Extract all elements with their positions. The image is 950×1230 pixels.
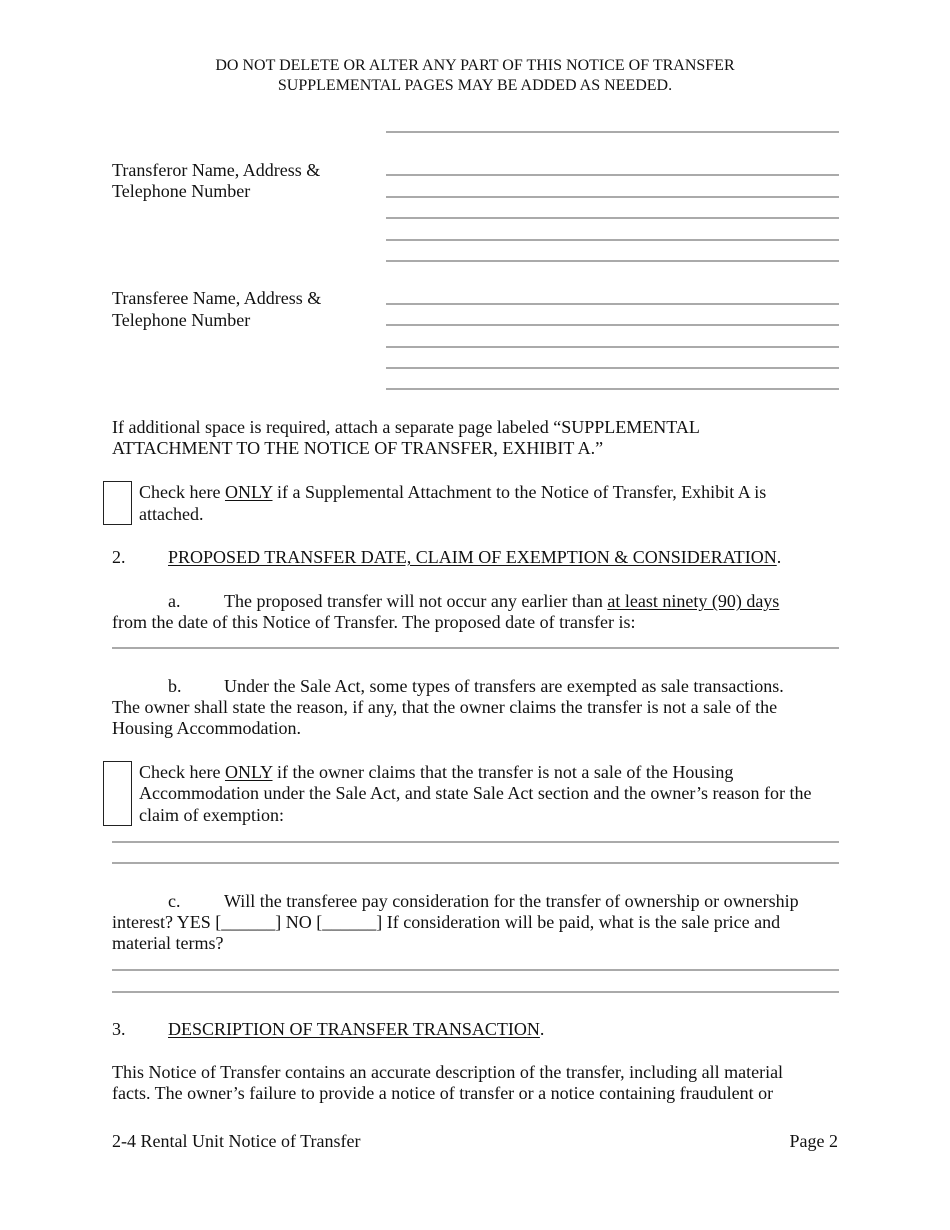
exemption-checkbox-label-line-3: claim of exemption: (139, 805, 284, 825)
supplemental-checkbox-label-line-2: attached. (139, 504, 204, 524)
header-line-1: DO NOT DELETE OR ALTER ANY PART OF THIS NOTICE OF TRANSFER (215, 57, 735, 74)
section-2-number: 2. (112, 547, 126, 567)
exemption-reason-line[interactable] (112, 841, 839, 843)
section-2-heading: PROPOSED TRANSFER DATE, CLAIM OF EXEMPTION & CONSIDERATION. (168, 547, 782, 567)
item-b-line-3: Housing Accommodation. (112, 718, 301, 738)
transferee-line[interactable] (386, 324, 839, 326)
transferor-line[interactable] (386, 174, 839, 176)
item-c-line-2: interest? YES [______] NO [______] If consideration will be paid, what is the sale price and (112, 912, 781, 932)
transferee-line[interactable] (386, 346, 839, 348)
item-a-line-1: The proposed transfer will not occur any earlier than at least ninety (90) days (224, 591, 780, 611)
exemption-checkbox[interactable] (103, 761, 132, 826)
additional-space-line-1: If additional space is required, attach a separate page labeled “SUPPLEMENTAL (112, 417, 700, 437)
transferee-line[interactable] (386, 367, 839, 369)
exemption-checkbox-label: Check here ONLY if the owner claims that the transfer is not a sale of the Housing (139, 762, 734, 782)
transferor-line[interactable] (386, 196, 839, 198)
proposed-date-line[interactable] (112, 647, 839, 649)
consideration-terms-line[interactable] (112, 969, 839, 971)
supplemental-checkbox-label: Check here ONLY if a Supplemental Attachment to the Notice of Transfer, Exhibit A is (139, 482, 767, 502)
transferee-label-line-2: Telephone Number (112, 310, 251, 330)
transferor-label-line-1: Transferor Name, Address & (112, 160, 321, 180)
item-a-letter: a. (168, 591, 181, 611)
item-a-line-2: from the date of this Notice of Transfer. The proposed date of transfer is: (112, 612, 636, 632)
consideration-terms-line[interactable] (112, 991, 839, 993)
item-b-letter: b. (168, 676, 182, 696)
item-b-line-1: Under the Sale Act, some types of transfers are exempted as sale transactions. (224, 676, 784, 696)
item-c-line-3: material terms? (112, 933, 224, 953)
footer-page-number: Page 2 (789, 1131, 838, 1151)
transferor-line[interactable] (386, 260, 839, 262)
additional-space-line-2: ATTACHMENT TO THE NOTICE OF TRANSFER, EXHIBIT A.” (112, 438, 604, 458)
exemption-checkbox-label-line-2: Accommodation under the Sale Act, and state Sale Act section and the owner’s reason for the (139, 783, 812, 803)
transferee-line[interactable] (386, 388, 839, 390)
transferor-label-line-2: Telephone Number (112, 181, 251, 201)
section-3-number: 3. (112, 1019, 126, 1039)
header-line-2: SUPPLEMENTAL PAGES MAY BE ADDED AS NEEDED. (277, 77, 673, 94)
item-c-line-1: Will the transferee pay consideration for the transfer of ownership or ownership (224, 891, 799, 911)
description-line-1: This Notice of Transfer contains an accurate description of the transfer, including all material (112, 1062, 784, 1082)
only-emphasis: ONLY (224, 762, 273, 782)
only-emphasis: ONLY (224, 482, 273, 502)
item-b-line-2: The owner shall state the reason, if any, that the owner claims the transfer is not a sale of the (112, 697, 778, 717)
exemption-reason-line[interactable] (112, 862, 839, 864)
transferor-line[interactable] (386, 217, 839, 219)
supplemental-attached-checkbox[interactable] (103, 481, 132, 525)
transferee-line[interactable] (386, 303, 839, 305)
section-3-heading: DESCRIPTION OF TRANSFER TRANSACTION. (168, 1019, 545, 1039)
footer-form-title: 2-4 Rental Unit Notice of Transfer (112, 1131, 361, 1151)
transferee-label-line-1: Transferee Name, Address & (112, 288, 322, 308)
transferor-line[interactable] (386, 239, 839, 241)
description-line-2: facts. The owner’s failure to provide a notice of transfer or a notice containing fraudulent or (112, 1083, 774, 1103)
item-c-letter: c. (168, 891, 181, 911)
transferor-line[interactable] (386, 131, 839, 133)
